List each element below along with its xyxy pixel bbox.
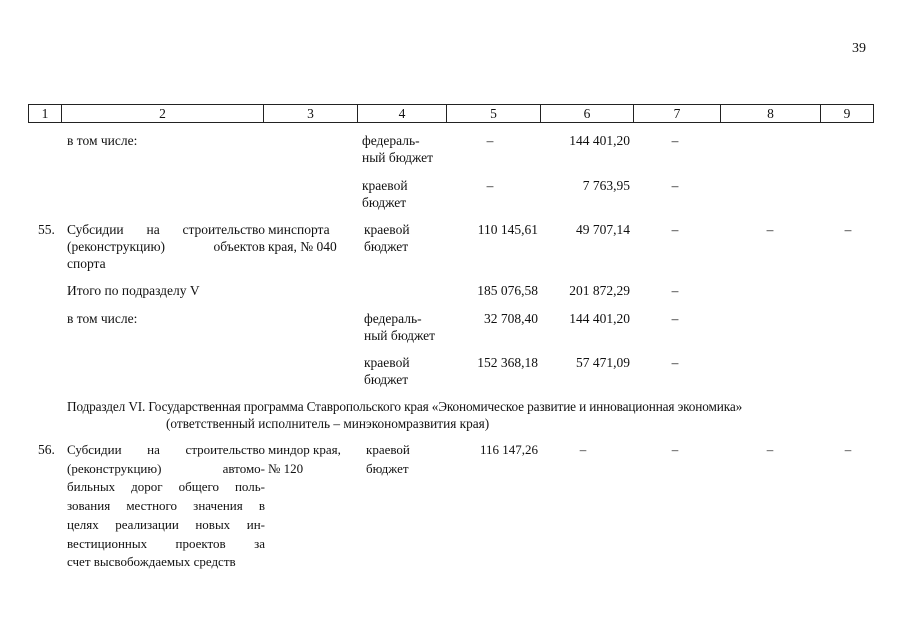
header-col-5: 5 — [447, 105, 541, 122]
source: федераль- — [362, 133, 420, 148]
source: бюджет — [366, 460, 409, 476]
cell-c6: 7 763,95 — [582, 178, 630, 193]
description: Субсидии на строительство — [67, 442, 265, 457]
cell-c5: 116 147,26 — [479, 442, 538, 457]
header-col-1: 1 — [29, 105, 62, 122]
cell-c6: 57 471,09 — [576, 355, 630, 370]
header-col-4: 4 — [358, 105, 447, 122]
header-col-6: 6 — [541, 105, 634, 122]
description: целях реализации новых ин- — [67, 516, 265, 532]
description: Субсидии на строительство — [67, 222, 265, 237]
cell-c9: – — [844, 222, 852, 237]
executor: минспорта — [268, 222, 330, 237]
cell-c6: 144 401,20 — [569, 311, 630, 326]
row-label: в том числе: — [67, 133, 138, 148]
source: краевой — [366, 442, 410, 457]
cell-c7: – — [671, 355, 679, 370]
source: краевой — [362, 178, 408, 193]
cell-c5: – — [486, 133, 494, 148]
source: федераль- — [364, 311, 422, 326]
cell-c6: 144 401,20 — [569, 133, 630, 148]
subsection-title: Подраздел VI. Государственная программа Ставропольского края «Экономическое развитие и инновационная экономика» — [67, 399, 743, 414]
row-number: 56. — [38, 442, 55, 457]
header-col-9: 9 — [843, 106, 851, 121]
source: бюджет — [362, 195, 407, 210]
cell-c9: – — [844, 442, 852, 457]
header-col-2: 2 — [62, 105, 264, 122]
cell-c6: – — [579, 442, 587, 457]
description: зования местного значения в — [67, 498, 265, 514]
cell-c5: 185 076,58 — [477, 283, 538, 298]
cell-c6: 201 872,29 — [569, 283, 630, 298]
cell-c5: 32 708,40 — [484, 311, 538, 326]
row-number: 55. — [38, 222, 55, 237]
row-label: Итого по подразделу V — [67, 283, 200, 298]
executor: края, № 040 — [268, 239, 337, 254]
cell-c7: – — [671, 133, 679, 148]
description: (реконструкцию) объектов — [67, 239, 265, 254]
subsection-subtitle: (ответственный исполнитель – минэкономразвития края) — [166, 416, 490, 431]
cell-c8: – — [766, 442, 774, 457]
cell-c7: – — [671, 178, 679, 193]
cell-c5: 152 368,18 — [477, 355, 538, 370]
row-label: в том числе: — [67, 311, 138, 326]
source: бюджет — [364, 239, 409, 254]
source: краевой — [364, 355, 410, 370]
page-number: 39 — [852, 41, 866, 56]
description: счет высвобождаемых средств — [67, 554, 236, 570]
executor: № 120 — [268, 460, 304, 476]
description: спорта — [67, 256, 106, 271]
table-header — [28, 104, 874, 123]
source: ный бюджет — [362, 150, 434, 165]
cell-c8: – — [766, 222, 774, 237]
cell-c5: – — [486, 178, 494, 193]
cell-c7: – — [671, 283, 679, 298]
cell-c7: – — [671, 442, 679, 457]
cell-c7: – — [671, 311, 679, 326]
description: бильных дорог общего поль- — [67, 479, 265, 495]
description: вестиционных проектов за — [67, 535, 265, 551]
cell-c7: – — [671, 222, 679, 237]
source: ный бюджет — [364, 328, 436, 343]
header-col-3: 3 — [264, 105, 358, 122]
description: (реконструкцию) автомо- — [67, 460, 265, 476]
source: бюджет — [364, 372, 409, 387]
cell-c6: 49 707,14 — [576, 222, 630, 237]
executor: миндор края, — [268, 442, 341, 457]
header-col-8: 8 — [721, 105, 821, 122]
header-col-7: 7 — [634, 105, 721, 122]
source: краевой — [364, 222, 410, 237]
cell-c5: 110 145,61 — [477, 222, 538, 237]
